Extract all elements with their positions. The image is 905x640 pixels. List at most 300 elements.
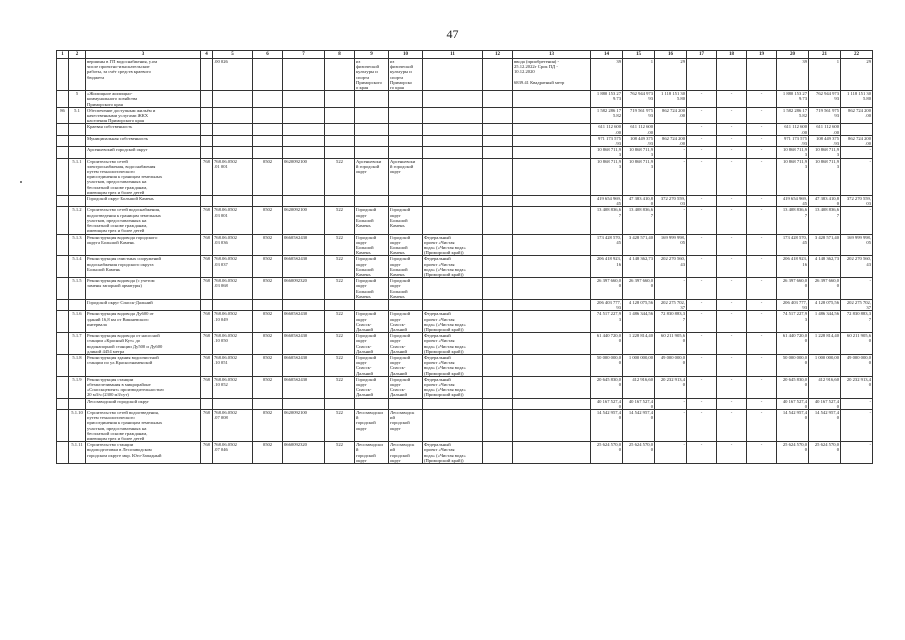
table-cell: - <box>717 135 747 146</box>
table-cell: 40 167 527,4 0 <box>591 398 623 409</box>
table-cell: 72 830 883,3 7 <box>655 311 687 333</box>
table-row <box>57 158 873 195</box>
column-header: 14 <box>591 51 623 59</box>
table-cell: 06605S2430 <box>283 311 325 333</box>
table-cell <box>423 410 483 442</box>
table-cell: 1 228 814,40 <box>623 333 655 355</box>
table-cell <box>513 135 591 146</box>
table-cell: Реконструкция водовода от насосной станции «Красный Кут» до водонапорной станции Ду500 и Ду600 длиной 4454 метра <box>86 333 201 355</box>
table-cell <box>283 107 325 124</box>
table-cell <box>325 299 355 310</box>
table-cell <box>213 147 253 158</box>
table-cell <box>655 124 687 135</box>
table-row <box>57 256 873 278</box>
table-cell <box>57 59 69 91</box>
table-cell: «Жилищное жилищно- коммунального хозяйства Приморского края <box>86 91 201 108</box>
table-cell: Городской округ Большой Камень <box>389 256 423 278</box>
table-cell: 768.06.0502 .10 052 <box>213 376 253 398</box>
table-cell: 10 868 711,9 3 <box>591 158 623 195</box>
table-cell: 40 167 527,4 0 <box>777 398 809 409</box>
table-cell: 768.06.0502 .03 037 <box>213 256 253 278</box>
table-cell: 39 <box>777 59 809 91</box>
table-cell: 412 916,60 <box>623 376 655 398</box>
table-cell: 0502 <box>253 278 283 300</box>
table-cell: 5 <box>69 91 86 108</box>
table-cell: из физической культуры и спорта Приморско го края <box>389 59 423 91</box>
table-cell: 06605S2430 <box>283 354 325 376</box>
table-cell: вершины в ГП водоснабжения, у.ом числе проектно-изыскательские работы, за счёт средств краевого бюджета <box>86 59 201 91</box>
table-cell: Реконструкция здания водоочистной станции по ул.Краснознаменской <box>86 354 201 376</box>
table-cell: Арсеньевски й городской округ <box>389 158 423 195</box>
table-cell: 862 724 200 .00 <box>655 135 687 146</box>
table-cell: 25 624 570,0 0 <box>809 442 841 464</box>
table-cell: 14 542 957,4 0 <box>777 410 809 442</box>
table-cell: 20 232 913,4 0 <box>841 376 873 398</box>
table-cell <box>389 107 423 124</box>
column-header: 8 <box>325 51 355 59</box>
table-cell <box>841 124 873 135</box>
table-cell: 10 868 711,9 3 <box>777 147 809 158</box>
table-cell: 768 <box>201 376 213 398</box>
table-cell: 169 999 998, 05 <box>655 234 687 256</box>
table-cell: - <box>655 442 687 464</box>
table-cell <box>483 299 513 310</box>
table-cell <box>253 299 283 310</box>
table-cell: 768 <box>201 207 213 234</box>
table-cell <box>69 398 86 409</box>
table-cell: 20 645 830,0 0 <box>591 376 623 398</box>
table-cell: .00 026 <box>213 59 253 91</box>
table-cell: 768.06.0502 .03 068 <box>213 278 253 300</box>
table-cell <box>483 59 513 91</box>
table-cell: - <box>687 256 717 278</box>
table-cell: - <box>717 158 747 195</box>
table-cell <box>355 398 389 409</box>
table-row <box>57 398 873 409</box>
table-cell: - <box>717 196 747 207</box>
table-cell: Городской округ Спасск- Дальний <box>355 333 389 355</box>
table-cell: 419 654 969, 45 <box>777 196 809 207</box>
table-cell: - <box>747 311 777 333</box>
table-cell: 522 <box>325 311 355 333</box>
table-cell: 39 <box>591 59 623 91</box>
budget-table <box>56 50 873 464</box>
column-header: 2 <box>69 51 86 59</box>
table-cell: - <box>747 107 777 124</box>
table-cell: 768 <box>201 442 213 464</box>
table-cell: 25 624 570,0 0 <box>623 442 655 464</box>
table-cell: 13 408 836,6 7 <box>623 207 655 234</box>
table-cell: Реконструкция станции обезжелезивания в микрорайоне «Спасскцемент» производительностью 20 м3/ч (2300 м3/сут) <box>86 376 201 398</box>
table-cell <box>213 299 253 310</box>
table-cell: 768 <box>201 278 213 300</box>
table-cell <box>389 196 423 207</box>
table-cell: 768 <box>201 354 213 376</box>
table-cell: 202 270 560, 43 <box>655 256 687 278</box>
table-cell: - <box>655 147 687 158</box>
table-cell: Реконструкция водовода Ду600 от зданий 16,8 км от Вишневского интервала <box>86 311 201 333</box>
table-cell: - <box>655 278 687 300</box>
table-cell <box>57 124 69 135</box>
table-cell: 5.1.5 <box>69 278 86 300</box>
table-cell: 40 167 527,4 0 <box>809 398 841 409</box>
column-header: 1 <box>57 51 69 59</box>
table-cell: - <box>655 207 687 234</box>
table-cell <box>325 147 355 158</box>
table-cell <box>283 147 325 158</box>
table-cell: 768.06.0502 .10 051 <box>213 354 253 376</box>
table-cell <box>57 158 69 195</box>
table-cell: - <box>717 107 747 124</box>
table-cell: 719 561 975 93 <box>809 107 841 124</box>
table-cell <box>325 59 355 91</box>
column-header: 7 <box>283 51 325 59</box>
column-header: 15 <box>623 51 655 59</box>
table-cell: Строительство сетей водоотведения, путем технологического присоединения к границам земельных участков, предоставленных на бесплатной основе гражданам, имеющим трех и более детей <box>86 410 201 442</box>
table-cell: - <box>687 333 717 355</box>
table-cell <box>69 124 86 135</box>
column-header: 5 <box>213 51 253 59</box>
table-cell <box>513 354 591 376</box>
table-cell: 5.1.10 <box>69 410 86 442</box>
table-cell <box>389 124 423 135</box>
table-cell: 202 270 560, 43 <box>841 256 873 278</box>
table-cell <box>513 107 591 124</box>
table-cell: - <box>747 398 777 409</box>
table-cell <box>513 124 591 135</box>
table-cell: - <box>747 124 777 135</box>
table-cell: - <box>655 410 687 442</box>
table-cell <box>355 299 389 310</box>
table-cell: 768 <box>201 256 213 278</box>
table-cell <box>423 147 483 158</box>
table-cell <box>57 442 69 464</box>
table-cell: - <box>687 158 717 195</box>
table-cell <box>253 124 283 135</box>
table-cell: - <box>717 299 747 310</box>
table-cell <box>69 147 86 158</box>
table-cell <box>325 124 355 135</box>
table-cell <box>57 207 69 234</box>
table-cell <box>213 91 253 108</box>
table-cell: - <box>687 147 717 158</box>
table-cell: 60 211 905,6 0 <box>841 333 873 355</box>
table-cell <box>483 256 513 278</box>
table-cell <box>389 91 423 108</box>
table-cell <box>747 59 777 91</box>
table-cell: - <box>747 354 777 376</box>
table-row <box>57 333 873 355</box>
column-header: 11 <box>423 51 483 59</box>
table-cell: Федеральный проект «Чистая вода» («Чистая вода» (Приморский край)) <box>423 234 483 256</box>
table-cell: - <box>717 207 747 234</box>
table-cell: - <box>687 442 717 464</box>
table-cell: 108 449 375 .93 <box>809 135 841 146</box>
table-cell <box>57 354 69 376</box>
table-cell: 13 408 836,6 7 <box>777 207 809 234</box>
table-cell: - <box>841 398 873 409</box>
table-cell <box>513 256 591 278</box>
table-cell <box>483 354 513 376</box>
table-cell: Городской округ Спасск- Дальний <box>389 333 423 355</box>
table-cell <box>213 107 253 124</box>
table-cell: - <box>687 376 717 398</box>
table-cell: 768 <box>201 410 213 442</box>
column-header: 9 <box>355 51 389 59</box>
table-cell: 4 148 362,73 <box>809 256 841 278</box>
table-cell: 0502 <box>253 442 283 464</box>
table-cell: 971 173 575 .93 <box>777 135 809 146</box>
table-cell: 611 112 600 .00 <box>777 124 809 135</box>
table-cell <box>57 196 69 207</box>
table-cell: - <box>687 398 717 409</box>
table-cell <box>355 91 389 108</box>
table-cell: 522 <box>325 158 355 195</box>
table-cell <box>687 59 717 91</box>
table-cell <box>57 410 69 442</box>
table-cell: - <box>687 124 717 135</box>
table-cell: 13 408 836,6 7 <box>809 207 841 234</box>
table-cell: Арсеньевский городской округ <box>86 147 201 158</box>
table-cell: 173 428 570, 45 <box>777 234 809 256</box>
table-cell <box>355 196 389 207</box>
table-cell: 14 542 957,4 0 <box>623 410 655 442</box>
table-cell: - <box>717 278 747 300</box>
table-cell: - <box>841 147 873 158</box>
table-cell <box>423 107 483 124</box>
table-cell: - <box>687 278 717 300</box>
table-cell: 768 <box>201 234 213 256</box>
table-cell: 1 582 286 17 5.82 <box>777 107 809 124</box>
table-cell: 108 449 375 .93 <box>623 135 655 146</box>
table-cell: 61 440 720,0 0 <box>591 333 623 355</box>
table-cell <box>325 196 355 207</box>
table-cell: 1 000 000,00 <box>623 354 655 376</box>
table-cell: - <box>717 354 747 376</box>
table-cell: 768 <box>201 311 213 333</box>
table-cell: 26 397 660,0 0 <box>777 278 809 300</box>
table-cell: - <box>747 256 777 278</box>
table-cell: 1 228 814,40 <box>809 333 841 355</box>
table-cell: 5.1.2 <box>69 207 86 234</box>
table-cell: 25 624 570,0 0 <box>777 442 809 464</box>
table-cell <box>483 196 513 207</box>
table-cell: 522 <box>325 256 355 278</box>
column-header: 16 <box>655 51 687 59</box>
table-cell: 1 582 286 17 5.82 <box>591 107 623 124</box>
table-cell: 419 654 969, 45 <box>591 196 623 207</box>
table-cell <box>201 59 213 91</box>
table-cell: 26 397 660,0 0 <box>623 278 655 300</box>
table-cell: 5.1.7 <box>69 333 86 355</box>
table-cell: Реконструкция водовода (с учетом замены запорной арматуры) <box>86 278 201 300</box>
table-cell: 5.1.8 <box>69 354 86 376</box>
table-cell <box>355 147 389 158</box>
table-cell: 60 211 905,6 0 <box>655 333 687 355</box>
table-cell: 40 167 527,4 0 <box>623 398 655 409</box>
table-cell: 206 403 777, 93 <box>777 299 809 310</box>
table-cell: 49 000 000,0 0 <box>841 354 873 376</box>
column-header: 18 <box>717 51 747 59</box>
table-cell: - <box>687 311 717 333</box>
table-cell: Федеральный проект «Чистая вода» («Чистая вода» (Приморский край)) <box>423 442 483 464</box>
table-cell <box>253 107 283 124</box>
table-cell <box>483 410 513 442</box>
table-cell: 50 000 000,0 0 <box>777 354 809 376</box>
table-cell <box>423 196 483 207</box>
column-header: 21 <box>809 51 841 59</box>
table-cell: 29 <box>841 59 873 91</box>
table-cell <box>57 278 69 300</box>
table-cell <box>201 124 213 135</box>
table-cell: 1 <box>809 59 841 91</box>
table-cell: - <box>717 410 747 442</box>
table-cell <box>513 410 591 442</box>
table-cell <box>423 158 483 195</box>
table-cell: 768.06.0502 .07 046 <box>213 442 253 464</box>
table-cell: 0502 <box>253 207 283 234</box>
table-cell <box>57 147 69 158</box>
column-header: 17 <box>687 51 717 59</box>
table-cell <box>57 135 69 146</box>
table-row <box>57 376 873 398</box>
table-cell: - <box>687 354 717 376</box>
table-cell <box>213 124 253 135</box>
table-cell: Строительство сетей электроснабжения, водоснабжения путем технологического присоединения к границам земельных участков, предоставленных на бесплатной основе гражданам, имеющим трех и более детей <box>86 158 201 195</box>
table-cell: ввода (приобретения) - 25.12.2022г Срок ПД - 10.12.2020 6839.41 Квадратный метр <box>513 59 591 91</box>
table-cell: 611 112 600 .00 <box>623 124 655 135</box>
table-cell: 0660092320 <box>283 442 325 464</box>
table-cell: 14 542 957,4 0 <box>591 410 623 442</box>
table-cell <box>355 124 389 135</box>
table-cell: Строительство сетей водоснабжения, водоотведения к границам земельных участков, предоставленных на бесплатной основе гражданам, имеющим трех и более детей <box>86 207 201 234</box>
table-cell: - <box>655 158 687 195</box>
table-cell: 0502 <box>253 158 283 195</box>
table-cell: - <box>687 196 717 207</box>
table-cell <box>513 376 591 398</box>
table-cell: 06605S2430 <box>283 256 325 278</box>
table-cell: 10 868 711,9 3 <box>809 147 841 158</box>
table-cell: 1 118 151 30 5.80 <box>841 91 873 108</box>
table-cell <box>483 333 513 355</box>
table-cell: - <box>687 207 717 234</box>
table-cell: Городской округ Большой Камень <box>355 278 389 300</box>
table-cell <box>325 107 355 124</box>
table-cell: 768.06.0502 .03 001 <box>213 207 253 234</box>
table-cell <box>513 333 591 355</box>
table-cell: 10 868 711,9 3 <box>623 158 655 195</box>
table-cell: 06605S2430 <box>283 333 325 355</box>
table-cell <box>513 196 591 207</box>
table-cell: 5.1.4 <box>69 256 86 278</box>
table-cell: 4 128 075,56 <box>809 299 841 310</box>
table-cell <box>283 196 325 207</box>
table-cell: 13 408 836,6 7 <box>591 207 623 234</box>
table-cell: 10 868 711,9 3 <box>809 158 841 195</box>
table-cell: 522 <box>325 333 355 355</box>
table-cell: Лесозаводски й городской округ <box>355 410 389 442</box>
header-row <box>57 51 873 59</box>
table-cell <box>423 91 483 108</box>
table-cell: Федеральный проект «Чистая вода» («Чистая вода» (Приморский край)) <box>423 333 483 355</box>
table-cell: 20 645 830,0 0 <box>777 376 809 398</box>
table-cell: 768.06.0502 .07 008 <box>213 410 253 442</box>
table-cell <box>57 91 69 108</box>
table-cell: Лесозаводски й городской округ <box>355 442 389 464</box>
table-cell: 202 275 702, 37 <box>655 299 687 310</box>
table-cell: 4 148 362,73 <box>623 256 655 278</box>
table-cell <box>283 398 325 409</box>
column-header: 6 <box>253 51 283 59</box>
table-cell: 0502 <box>253 333 283 355</box>
table-cell: 3 428 571,40 <box>623 234 655 256</box>
table-cell <box>201 107 213 124</box>
table-cell: - <box>841 410 873 442</box>
table-cell <box>253 135 283 146</box>
table-cell: 10 868 711,9 3 <box>623 147 655 158</box>
table-cell: 522 <box>325 207 355 234</box>
table-cell: 372 270 559, 03 <box>655 196 687 207</box>
table-row <box>57 207 873 234</box>
table-cell <box>513 398 591 409</box>
table-cell <box>423 135 483 146</box>
table-cell: 47 383 410,8 0 <box>623 196 655 207</box>
table-cell: 768 <box>201 333 213 355</box>
table-cell: 0502 <box>253 234 283 256</box>
table-cell <box>57 333 69 355</box>
table-cell <box>57 256 69 278</box>
table-cell: Городской округ Спасск- Дальний <box>389 354 423 376</box>
table-cell <box>513 158 591 195</box>
table-cell: Городской округ Большой Камень <box>355 207 389 234</box>
table-cell: 762 944 973 93 <box>809 91 841 108</box>
table-cell <box>201 91 213 108</box>
table-cell: из физической культуры и спорта Приморского о края <box>355 59 389 91</box>
table-cell: Арсеньевски й городской округ <box>355 158 389 195</box>
table-cell <box>483 147 513 158</box>
table-cell: 1 486 344,56 <box>623 311 655 333</box>
column-header: 12 <box>483 51 513 59</box>
table-row <box>57 278 873 300</box>
table-cell: - <box>747 147 777 158</box>
table-cell: - <box>841 207 873 234</box>
table-cell: 5.1.6 <box>69 311 86 333</box>
table-cell: - <box>687 410 717 442</box>
table-cell <box>483 311 513 333</box>
column-header: 10 <box>389 51 423 59</box>
table-cell: Лесозаводск ий городской округ <box>389 410 423 442</box>
table-cell: 971 173 575 .93 <box>591 135 623 146</box>
table-cell: Лесозаводск ий городской округ <box>389 442 423 464</box>
table-cell <box>483 107 513 124</box>
table-cell: - <box>747 442 777 464</box>
table-cell: 14 542 957,4 0 <box>809 410 841 442</box>
table-cell: 1 880 153 27 9.73 <box>591 91 623 108</box>
column-header: 13 <box>513 51 591 59</box>
table-row <box>57 147 873 158</box>
table-cell <box>513 442 591 464</box>
table-cell: Городской округ Большой Камень <box>389 278 423 300</box>
table-cell: 10 868 711,9 3 <box>777 158 809 195</box>
table-cell: Муниципальная собственность <box>86 135 201 146</box>
table-cell <box>283 299 325 310</box>
column-header: 4 <box>201 51 213 59</box>
table-cell: 372 270 559, 03 <box>841 196 873 207</box>
table-cell <box>325 398 355 409</box>
table-cell: - <box>747 196 777 207</box>
table-cell: - <box>717 376 747 398</box>
table-cell: 522 <box>325 278 355 300</box>
